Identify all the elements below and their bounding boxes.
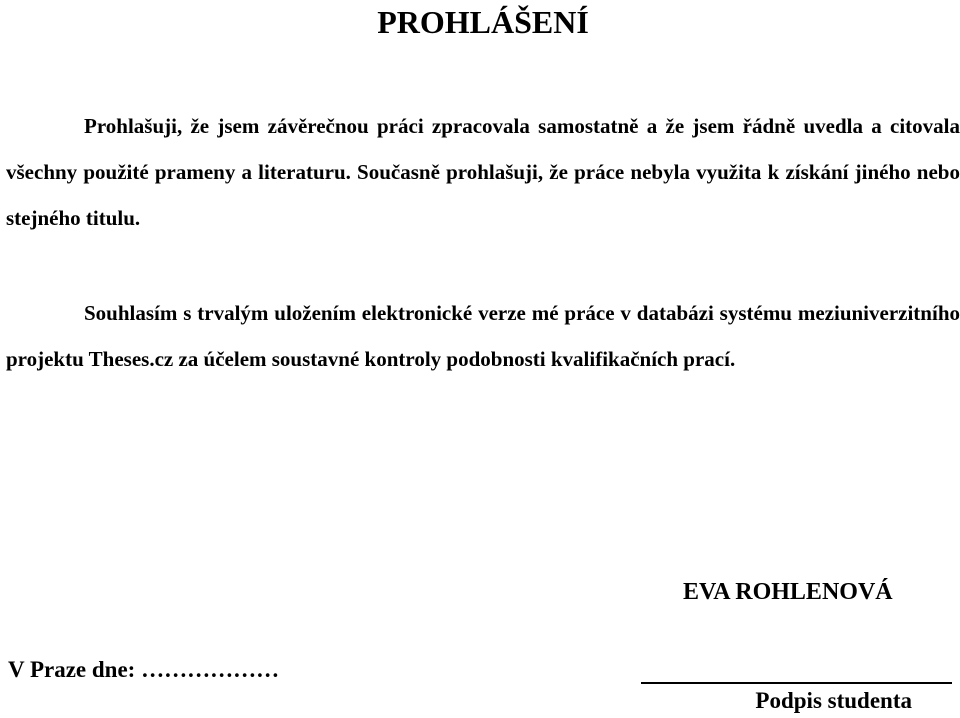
author-name: EVA ROHLENOVÁ [683, 579, 893, 605]
declaration-paragraph: Prohlašuji, že jsem závěrečnou práci zpracovala samostatně a že jsem řádně uvedla a citovala všechny použité prameny a literaturu. Současně prohlašuji, že práce nebyla využita k získání jiného nebo stejného titulu. [6, 114, 960, 230]
place-date-line: V Praze dne: ……………… [8, 657, 280, 682]
signature-line [641, 682, 952, 684]
signature-caption: Podpis studenta [755, 688, 912, 713]
consent-paragraph: Souhlasím s trvalým uložením elektronické verze mé práce v databázi systému meziuniverzitního projektu Theses.cz za účelem soustavné kontroly podobnosti kvalifikačních prací. [6, 301, 960, 371]
page-title: PROHLÁŠENÍ [377, 4, 589, 40]
